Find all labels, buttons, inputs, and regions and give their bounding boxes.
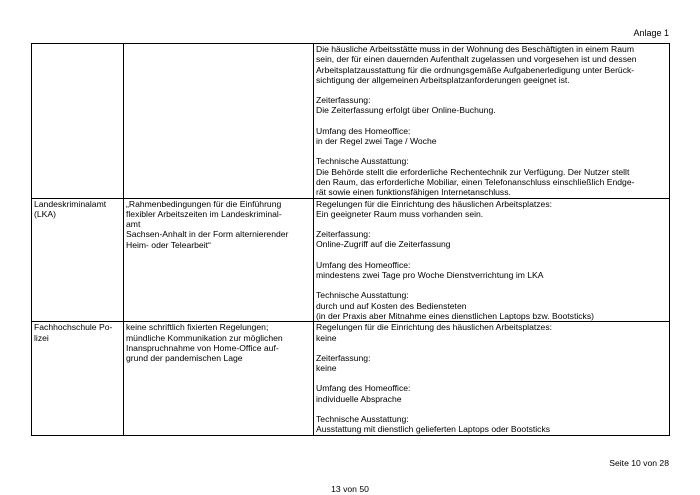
table-row — [32, 322, 670, 435]
text-line: (LKA) — [34, 208, 56, 219]
spacer — [316, 85, 667, 95]
text-line: Sachsen-Anhalt in der Form alternierender — [126, 229, 289, 240]
text-line: grund der pandemischen Lage — [126, 353, 243, 364]
text-line: Zeiterfassung: — [316, 95, 371, 106]
text-line: amt — [126, 219, 141, 230]
text-line: in der Regel zwei Tage / Woche — [316, 136, 437, 147]
attachment-label: Anlage 1 — [633, 28, 669, 38]
text-line: Umfang des Homeoffice: — [316, 259, 411, 270]
detail-block — [316, 156, 667, 197]
text-line: Technische Ausstattung: — [316, 156, 409, 167]
text-line: sein, der für einen dauernden Aufenthalt zugelassen und vorgesehen ist und dessen — [316, 54, 637, 65]
text-line: keine — [316, 363, 337, 374]
text-line: Ausstattung mit dienstlich gelieferten Laptops oder Bootsticks — [316, 424, 551, 435]
document-page-number: 13 von 50 — [331, 484, 369, 494]
text-line: lizei — [34, 332, 49, 343]
text-line: Regelungen für die Einrichtung des häuslichen Arbeitsplatzes: — [316, 198, 553, 209]
text-line: den Raum, das erforderliche Mobiliar, einen Telefonanschluss einschließlich Endge- — [316, 176, 635, 187]
text-line: Technische Ausstattung: — [316, 290, 409, 301]
text-line: mindestens zwei Tage pro Woche Dienstverrichtung im LKA — [316, 270, 544, 281]
spacer — [316, 116, 667, 126]
text-line: Umfang des Homeoffice: — [316, 125, 411, 136]
text-line: Zeiterfassung: — [316, 352, 371, 363]
detail-block — [316, 260, 667, 281]
homeoffice-table — [31, 43, 670, 436]
regulation-cell — [124, 322, 314, 435]
text-line: Umfang des Homeoffice: — [316, 383, 411, 394]
text-line: flexibler Arbeitszeiten im Landeskriminal- — [126, 208, 282, 219]
text-line: durch und auf Kosten des Bediensteten — [316, 300, 467, 311]
text-line: Inanspruchnahme von Home-Office auf- — [126, 342, 279, 353]
text-line: Online-Zugriff auf die Zeiterfassung — [316, 239, 451, 250]
text-line: Ein geeigneter Raum muss vorhanden sein. — [316, 208, 484, 219]
text-line: Landeskriminalamt — [34, 198, 107, 209]
detail-block — [316, 95, 667, 116]
spacer — [316, 373, 667, 383]
detail-block — [316, 126, 667, 147]
text-line: Heim- oder Telearbeit“ — [126, 239, 211, 250]
section-page-number: Seite 10 von 28 — [609, 458, 669, 468]
organization-cell — [32, 198, 124, 322]
spacer — [316, 219, 667, 229]
text-line: Die häusliche Arbeitsstätte muss in der Wohnung des Beschäftigten in einem Raum — [316, 44, 634, 54]
details-cell — [314, 322, 670, 435]
detail-block — [316, 44, 667, 85]
text-line: Technische Ausstattung: — [316, 414, 409, 425]
spacer — [316, 343, 667, 353]
text-line: Zeiterfassung: — [316, 229, 371, 240]
text-line: keine — [316, 332, 337, 343]
detail-block — [316, 229, 667, 250]
table-row — [32, 198, 670, 322]
details-cell — [314, 198, 670, 322]
detail-block — [316, 199, 667, 220]
text-line: Regelungen für die Einrichtung des häuslichen Arbeitsplatzes: — [316, 322, 553, 333]
text-line: „Rahmenbedingungen für die Einführung — [126, 198, 282, 209]
detail-block — [316, 290, 667, 321]
organization-cell — [32, 322, 124, 435]
detail-block — [316, 322, 667, 343]
regulation-cell — [124, 44, 314, 199]
spacer — [316, 404, 667, 414]
organization-cell — [32, 44, 124, 199]
text-line: (in der Praxis aber Mitnahme eines dienstlichen Laptops bzw. Bootsticks) — [316, 310, 594, 321]
detail-block — [316, 414, 667, 435]
text-line: Arbeitsplatzausstattung für die ordnungsgemäße Aufgabenerledigung unter Berück- — [316, 64, 635, 75]
detail-block — [316, 353, 667, 374]
spacer — [316, 280, 667, 290]
spacer — [316, 250, 667, 260]
details-cell — [314, 44, 670, 199]
detail-block — [316, 383, 667, 404]
regulation-cell — [124, 198, 314, 322]
text-line: Die Zeiterfassung erfolgt über Online-Buchung. — [316, 105, 496, 116]
text-line: rät sowie einen funktionsfähigen Internetanschluss. — [316, 187, 511, 198]
text-line: Fachhochschule Po- — [34, 322, 113, 333]
text-line: sichtigung der allgemeinen Arbeitsplatzanforderungen geeignet ist. — [316, 74, 570, 85]
text-line: mündliche Kommunikation zur möglichen — [126, 332, 283, 343]
spacer — [316, 146, 667, 156]
table-row — [32, 44, 670, 199]
text-line: individuelle Absprache — [316, 393, 402, 404]
text-line: keine schriftlich fixierten Regelungen; — [126, 322, 269, 333]
text-line: Die Behörde stellt die erforderliche Rechentechnik zur Verfügung. Der Nutzer stellt — [316, 166, 630, 177]
